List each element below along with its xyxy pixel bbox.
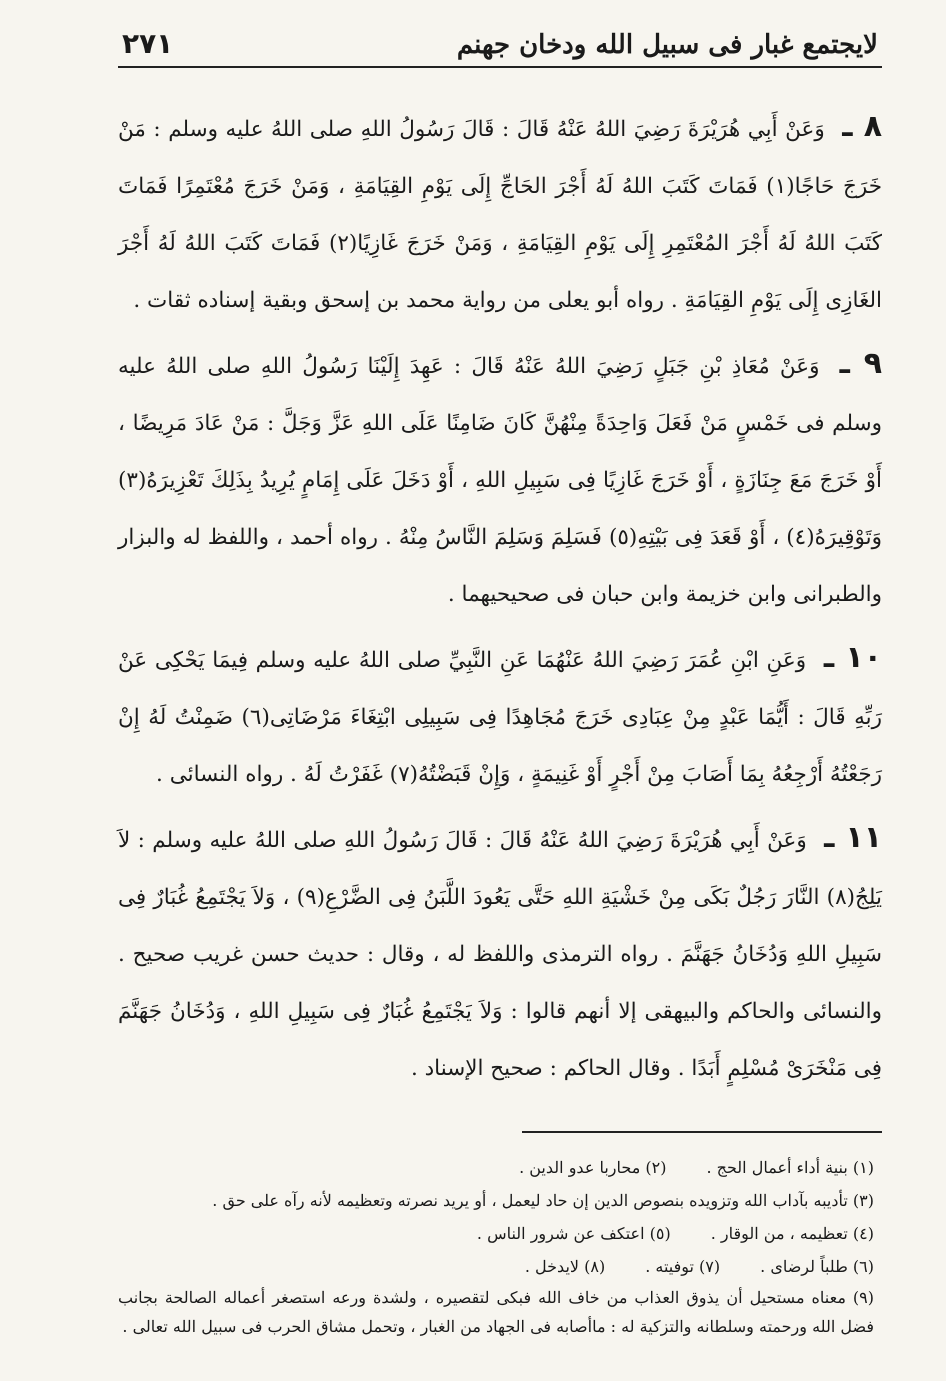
hadith-paragraph — [118, 809, 882, 1097]
footnote: (٥) اعتكف عن شرور الناس . — [476, 1224, 671, 1243]
footnote: (٦) طلباً لرضاى . — [760, 1257, 874, 1276]
footnote-row — [118, 1151, 874, 1184]
footnotes — [118, 1151, 882, 1341]
page-number: ٢٧١ — [122, 27, 174, 60]
footnote-divider — [522, 1131, 882, 1133]
footnote-row — [118, 1250, 874, 1283]
footnote: (٢) محاربا عدو الدين . — [519, 1158, 667, 1177]
footnote-row — [118, 1184, 874, 1217]
page-header — [118, 8, 882, 68]
footnote: (٤) تعظيمه ، من الوقار . — [710, 1224, 874, 1243]
footnote: (١) بنية أداء أعمال الحج . — [706, 1158, 874, 1177]
hadith-number: ١٠ ـ — [823, 640, 882, 675]
running-title: لايجتمع غبار فى سبيل الله ودخان جهنم — [456, 30, 878, 60]
hadith-number: ٨ ـ — [842, 109, 882, 144]
hadith-number: ١١ ـ — [824, 820, 883, 855]
footnote: (٧) توفيته . — [645, 1257, 721, 1276]
footnote-long: (٩) معناه مستحيل أن يذوق العذاب من خاف الله فبكى لتقصيره ، ولشدة ورعه استصغر أعماله الصالحة بجانب فضل الله ورحمته وسلطانه والتزكية له : ماأصابه فى الجهاد من الغبار ، وتحمل مشاق الحرب فى سبيل الله تعالى . — [118, 1288, 874, 1336]
book-page — [0, 8, 946, 1381]
footnote: (٣) تأديبه بآداب الله وتزويده بنصوص الدين إن حاد ليعمل ، أو يريد نصرته وتعظيمه لأنه رآه على حق . — [212, 1191, 874, 1210]
footnote-row — [118, 1217, 874, 1250]
hadith-paragraph — [118, 98, 882, 329]
page-body — [118, 98, 882, 1097]
hadith-text: وَعَنِ ابْنِ عُمَرَ رَضِيَ اللهُ عَنْهُمَا عَنِ النَّبِيِّ صلى اللهُ عليه وسلم فِيمَا يَحْكِى عَنْ رَبِّهِ قَالَ : أَيُّمَا عَبْدٍ مِنْ عِبَادِى خَرَجَ مُجَاهِدًا فِى سَبِيلِى ابْتِغَاءَ مَرْضَاتِى(٦) ضَمِنْتُ لَهُ إِنْ رَجَعْتُهُ أَرْجِعُهُ بِمَا أَصَابَ مِنْ أَجْرٍ أَوْ غَنِيمَةٍ ، وَإِنْ قَبَضْتُهُ(٧) غَفَرْتُ لَهُ . رواه النسائى . — [118, 648, 882, 787]
hadith-text: وَعَنْ أَبِي هُرَيْرَةَ رَضِيَ اللهُ عَنْهُ قَالَ : قَالَ رَسُولُ اللهِ صلى اللهُ عليه وسلم : لاَ يَلِجُ(٨) النَّارَ رَجُلٌ بَكَى مِنْ خَشْيَةِ اللهِ حَتَّى يَعُودَ اللَّبَنُ فِى الضَّرْعِ(٩) ، وَلاَ يَجْتَمِعُ غُبَارٌ فِى سَبِيلِ اللهِ وَدُخَانُ جَهَنَّمَ . رواه الترمذى واللفظ له ، وقال : حديث حسن غريب صحيح . والنسائى والحاكم والبيهقى إلا أنهم قالوا : وَلاَ يَجْتَمِعُ غُبَارٌ فِى سَبِيلِ اللهِ ، وَدُخَانُ جَهَنَّمَ فِى مَنْخَرَىْ مُسْلِمٍ أَبَدًا . وقال الحاكم : صحيح الإسناد . — [118, 828, 882, 1081]
hadith-text: وَعَنْ أَبِي هُرَيْرَةَ رَضِيَ اللهُ عَنْهُ قَالَ : قَالَ رَسُولُ اللهِ صلى اللهُ عليه وسلم : مَنْ خَرَجَ حَاجًا(١) فَمَاتَ كَتَبَ اللهُ لَهُ أَجْرَ الحَاجِّ إِلَى يَوْمِ القِيَامَةِ ، وَمَنْ خَرَجَ مُعْتَمِرًا فَمَاتَ كَتَبَ اللهُ لَهُ أَجْرَ المُعْتَمِرِ إِلَى يَوْمِ القِيَامَةِ ، وَمَنْ خَرَجَ غَازِيًا(٢) فَمَاتَ كَتَبَ اللهُ لَهُ أَجْرَ الغَازِى إِلَى يَوْمِ القِيَامَةِ . رواه أبو يعلى من رواية محمد بن إسحق وبقية إسناده ثقات . — [118, 117, 883, 313]
hadith-paragraph — [118, 629, 882, 803]
hadith-number: ٩ ـ — [839, 346, 882, 381]
hadith-text: وَعَنْ مُعَاذِ بْنِ جَبَلٍ رَضِيَ اللهُ عَنْهُ قَالَ : عَهِدَ إِلَيْنَا رَسُولُ اللهِ صلى اللهُ عليه وسلم فى خَمْسٍ مَنْ فَعَلَ وَاحِدَةً مِنْهُنَّ كَانَ ضَامِنًا عَلَى اللهِ عَزَّ وَجَلَّ : مَنْ عَادَ مَرِيضًا ، أَوْ خَرَجَ مَعَ جِنَازَةٍ ، أَوْ خَرَجَ غَازِيًا فِى سَبِيلِ اللهِ ، أَوْ دَخَلَ عَلَى إِمَامٍ يُرِيدُ بِذَلِكَ تَعْزِيرَهُ(٣) وَتَوْقِيرَهُ(٤) ، أَوْ قَعَدَ فِى بَيْتِهِ(٥) فَسَلِمَ وَسَلِمَ النَّاسُ مِنْهُ . رواه أحمد ، واللفظ له والبزار والطبرانى وابن خزيمة وابن حبان فى صحيحيهما . — [118, 354, 882, 607]
hadith-paragraph — [118, 335, 882, 623]
footnote: (٨) لايدخل . — [524, 1257, 606, 1276]
